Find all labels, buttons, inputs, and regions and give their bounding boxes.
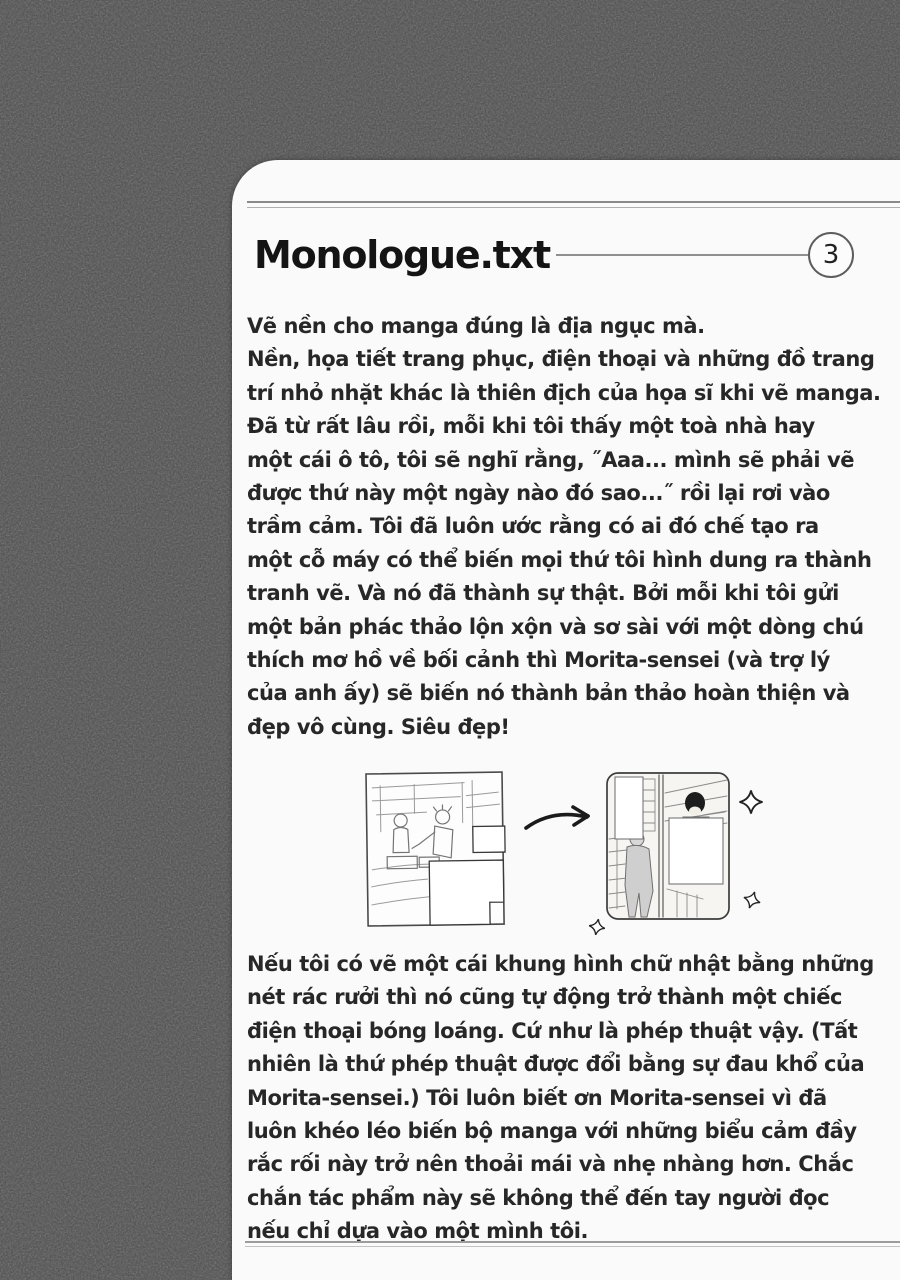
text-line: Nền, họa tiết trang phục, điện thoại và những đồ trang	[247, 347, 875, 372]
page-title: Monologue.txt	[254, 233, 550, 277]
title-row	[254, 220, 854, 290]
text-line: Vẽ nền cho manga đúng là địa ngục mà.	[247, 314, 705, 338]
text-line: nhiên là thứ phép thuật được đổi bằng sự đau khổ của	[247, 1052, 865, 1077]
text-line: thích mơ hồ về bối cảnh thì Morita-sensei (và trợ lý	[247, 647, 830, 672]
text-line: trí nhỏ nhặt khác là thiên địch của họa sĩ khi vẽ manga.	[247, 380, 881, 405]
paragraph-1	[247, 310, 881, 744]
text-line: tranh vẽ. Và nó đã thành sự thật. Bởi mỗi khi tôi gửi	[247, 581, 839, 606]
text-line: điện thoại bóng loáng. Cứ như là phép thuật vậy. (Tất	[247, 1018, 858, 1043]
text-line: chắn tác phẩm này sẽ không thể đến tay người đọc	[247, 1185, 830, 1210]
bottom-double-rule	[245, 1241, 900, 1247]
white-page-sheet	[232, 160, 900, 1280]
text-line: một bản phác thảo lộn xộn và sơ sài với một dòng chú	[247, 614, 864, 639]
text-line: nếu chỉ dựa vào một mình tôi.	[247, 1219, 588, 1244]
top-double-rule	[247, 201, 900, 208]
text-line: Nếu tôi có vẽ một cái khung hình chữ nhật bằng những	[247, 952, 874, 976]
text-line: Đã từ rất lâu rồi, mỗi khi tôi thấy một toà nhà hay	[247, 414, 815, 439]
text-line: một cỗ máy có thể biến mọi thứ tôi hình dung ra thành	[247, 547, 872, 572]
title-underline-rule	[556, 254, 808, 256]
rough-sketch-panel-icon	[366, 772, 506, 926]
transform-right-arrow-icon	[526, 807, 588, 828]
text-line: nét rác rưởi thì nó cũng tự động trở thành một chiếc	[247, 985, 843, 1010]
text-line: đẹp vô cùng. Siêu đẹp!	[247, 714, 510, 739]
text-line: rắc rối này trở nên thoải mái và nhẹ nhàng hơn. Chắc	[247, 1152, 854, 1177]
before-after-illustration	[340, 770, 770, 950]
text-line: Morita-sensei.) Tôi luôn biết ơn Morita-sensei vì đã	[247, 1085, 827, 1110]
paragraph-2	[247, 948, 874, 1249]
text-line: trầm cảm. Tôi đã luôn ước rằng có ai đó chế tạo ra	[247, 514, 819, 539]
text-line: của anh ấy) sẽ biến nó thành bản thảo hoàn thiện và	[247, 681, 850, 706]
text-line: luôn khéo léo biến bộ manga với những biểu cảm đầy	[247, 1118, 857, 1143]
text-line: một cái ô tô, tôi sẽ nghĩ rằng, ˝Aaa... mình sẽ phải vẽ	[247, 447, 855, 472]
text-line: được thứ này một ngày nào đó sao...˝ rồi lại rơi vào	[247, 480, 830, 505]
finished-manga-panel-icon	[607, 773, 729, 919]
page-number: 3	[822, 240, 840, 270]
page-number-badge	[808, 232, 854, 278]
